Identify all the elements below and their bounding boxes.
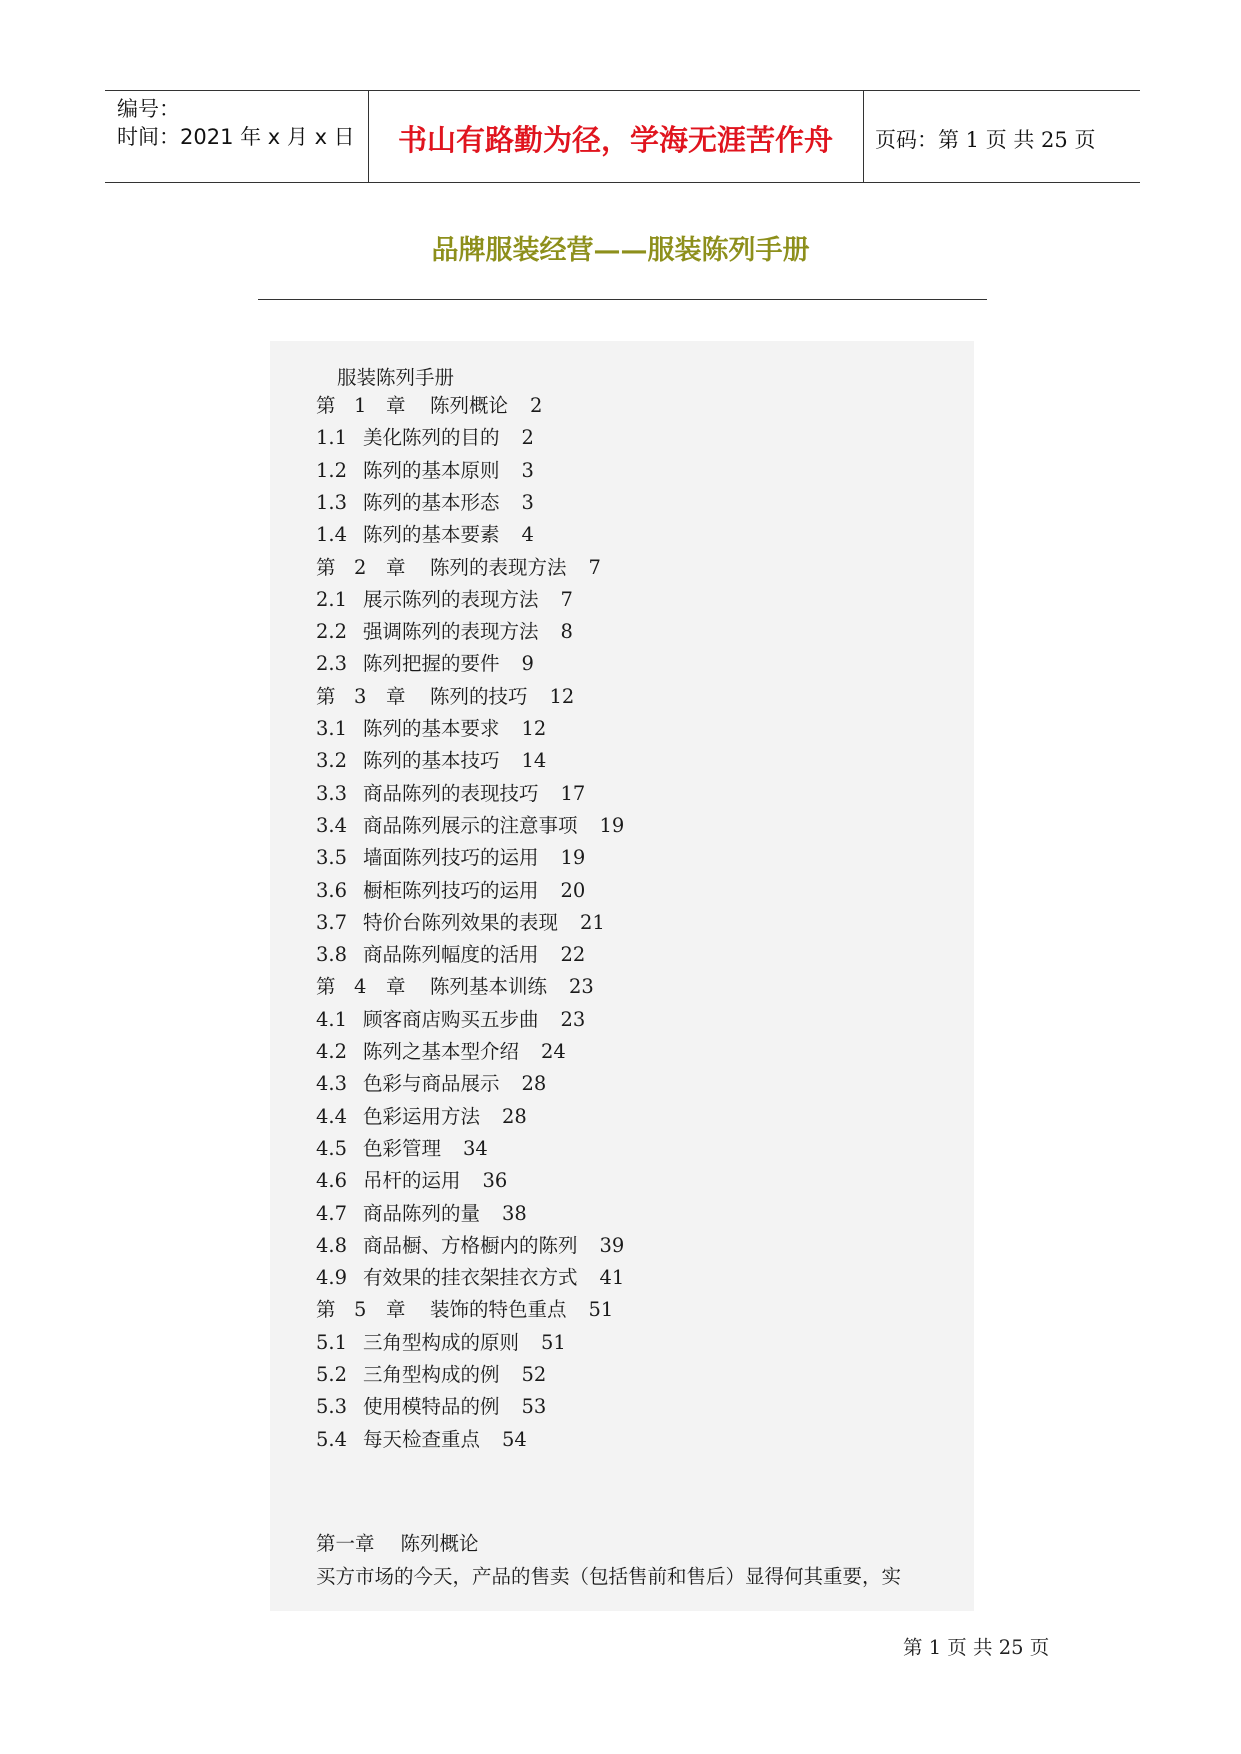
header-right-cell (863, 91, 1140, 182)
toc-entry-number: 4.7 (316, 1201, 348, 1225)
toc-entry-page: 28 (502, 1104, 527, 1128)
toc-chapter-entry (316, 1296, 613, 1324)
toc-entry (316, 844, 585, 872)
toc-chapter-word: 章 (386, 684, 406, 708)
toc-entry (316, 1006, 585, 1034)
toc-chapter-prefix: 第 (316, 684, 336, 708)
toc-entry-number (316, 683, 430, 711)
toc-entry-number: 5.3 (316, 1395, 348, 1419)
toc-entry-title: 特价台陈列效果的表现 (363, 910, 559, 934)
toc-entry-number: 3.1 (316, 717, 348, 740)
toc-entry-number: 3.7 (316, 910, 348, 934)
toc-entry-page: 3 (521, 458, 534, 482)
toc-entry-title: 陈列的基本原则 (363, 458, 500, 482)
toc-entry-title: 吊杆的运用 (363, 1169, 461, 1193)
toc-entry-number: 4.8 (316, 1233, 348, 1257)
toc-entry-title: 陈列的基本要求 (363, 717, 500, 740)
toc-heading: 服装陈列手册 (337, 366, 455, 389)
page-footer: 第 1 页 共 25 页 (903, 1636, 1050, 1659)
toc-entry-page: 53 (521, 1395, 547, 1419)
toc-entry-title: 陈列的基本技巧 (363, 749, 500, 773)
toc-entry (316, 1361, 546, 1389)
section-heading (316, 1528, 479, 1556)
document-title: 品牌服装经营——服装陈列手册 (431, 235, 810, 266)
toc-entry-number: 2.2 (316, 620, 348, 644)
toc-entry-title: 陈列的基本要素 (363, 523, 500, 547)
toc-entry-page: 51 (588, 1298, 614, 1322)
toc-entry-page: 8 (560, 620, 573, 644)
toc-entry-title: 陈列的基本形态 (363, 490, 500, 514)
toc-entry-title: 美化陈列的目的 (363, 426, 500, 450)
toc-entry-page: 24 (541, 1040, 566, 1063)
toc-entry-number: 5.2 (316, 1363, 348, 1386)
toc-entry-title: 商品陈列的量 (363, 1201, 481, 1225)
page-info: 页码：第 1 页 共 25 页 (875, 128, 1096, 152)
toc-entry-title: 色彩运用方法 (363, 1104, 481, 1128)
toc-chapter-prefix: 第 (316, 394, 336, 417)
toc-chapter-number: 5 (354, 1298, 367, 1322)
toc-entry (316, 1393, 546, 1421)
toc-entry-page: 51 (541, 1330, 566, 1354)
toc-chapter-prefix: 第 (316, 975, 336, 999)
toc-entry-title: 商品陈列展示的注意事项 (363, 813, 578, 837)
toc-entry-title: 三角型构成的例 (363, 1363, 500, 1386)
toc-entry-title: 陈列的表现方法 (430, 555, 567, 579)
toc-entry-page: 17 (560, 781, 586, 805)
toc-chapter-number: 3 (354, 684, 367, 708)
toc-entry (316, 1200, 527, 1228)
toc-entry-title: 陈列的技巧 (430, 684, 528, 708)
toc-entry-number: 5.4 (316, 1427, 348, 1451)
toc-entry-page: 23 (569, 975, 594, 999)
toc-chapter-entry (316, 683, 574, 711)
toc-entry-number: 3.5 (316, 846, 348, 870)
toc-entry-number: 2.1 (316, 587, 348, 611)
toc-entry-number (316, 554, 430, 582)
toc-entry-number: 3.2 (316, 749, 348, 773)
toc-entry-page: 22 (560, 943, 586, 967)
toc-entry-page: 39 (599, 1233, 625, 1257)
section-chapter: 第一章 (316, 1532, 375, 1555)
toc-entry-number: 4.2 (316, 1040, 348, 1063)
toc-entry-number: 3.6 (316, 878, 348, 902)
toc-entry-title: 商品陈列幅度的活用 (363, 943, 539, 967)
toc-entry (316, 489, 534, 517)
toc-entry-title: 橱柜陈列技巧的运用 (363, 878, 539, 902)
toc-entry-page: 34 (463, 1136, 488, 1160)
toc-entry-title: 陈列之基本型介绍 (363, 1040, 520, 1063)
toc-entry-page: 7 (560, 587, 573, 611)
toc-entry (316, 586, 573, 614)
toc-entry (316, 941, 585, 969)
toc-entry-page: 7 (588, 555, 601, 579)
toc-entry-number: 4.3 (316, 1072, 348, 1096)
toc-entry-page: 54 (502, 1427, 527, 1451)
toc-entry (316, 1426, 527, 1454)
toc-entry-number: 1.1 (316, 426, 348, 450)
toc-chapter-entry (316, 392, 542, 420)
toc-entry-page: 36 (482, 1169, 508, 1193)
toc-entry-number: 4.4 (316, 1104, 348, 1128)
toc-entry-page: 12 (549, 684, 575, 708)
toc-entry-title: 商品陈列的表现技巧 (363, 781, 539, 805)
toc-chapter-word: 章 (386, 555, 406, 579)
toc-entry-number: 4.1 (316, 1007, 348, 1031)
toc-entry-title: 三角型构成的原则 (363, 1330, 520, 1354)
serial-label: 编号： (117, 97, 180, 121)
toc-entry (316, 1103, 527, 1131)
toc-entry-title: 陈列概论 (430, 394, 509, 417)
toc-entry-title: 每天检查重点 (363, 1427, 481, 1451)
toc-entry-title: 使用模特品的例 (363, 1395, 500, 1419)
toc-entry-number: 3.4 (316, 813, 348, 837)
toc-entry-page: 38 (502, 1201, 527, 1225)
toc-entry (316, 1038, 566, 1066)
time-label: 时间：2021 年 x 月 x 日 (117, 125, 355, 149)
toc-entry (316, 1135, 488, 1163)
toc-chapter-word: 章 (386, 1298, 406, 1322)
header-mid-cell (368, 91, 864, 182)
toc-entry (316, 877, 585, 905)
toc-entry-number: 4.5 (316, 1136, 348, 1160)
toc-entry-page: 20 (560, 878, 586, 902)
toc-entry-page: 21 (580, 910, 605, 934)
toc-chapter-entry (316, 973, 594, 1001)
toc-entry (316, 521, 534, 549)
toc-chapter-prefix: 第 (316, 555, 336, 579)
section-title: 陈列概论 (400, 1532, 479, 1555)
toc-entry (316, 909, 605, 937)
toc-entry-page: 41 (599, 1266, 625, 1290)
toc-entry-title: 陈列基本训练 (430, 975, 548, 999)
header-table (105, 90, 1140, 183)
toc-entry-number: 4.6 (316, 1169, 348, 1193)
toc-entry-title: 有效果的挂衣架挂衣方式 (363, 1266, 578, 1290)
body-paragraph: 买方市场的今天，产品的售卖（包括售前和售后）显得何其重要，实 (316, 1565, 902, 1588)
toc-entry-number: 3.8 (316, 943, 348, 967)
toc-chapter-entry (316, 554, 601, 582)
toc-entry-number: 5.1 (316, 1330, 348, 1354)
toc-chapter-number: 1 (354, 394, 367, 417)
toc-entry-title: 色彩管理 (363, 1136, 442, 1160)
toc-entry (316, 812, 624, 840)
toc-entry (316, 1264, 624, 1292)
toc-entry-page: 3 (521, 490, 534, 514)
toc-entry-page: 19 (599, 813, 625, 837)
toc-entry (316, 715, 546, 743)
toc-entry (316, 457, 534, 485)
toc-entry-number: 1.2 (316, 458, 348, 482)
toc-entry-page: 23 (560, 1007, 586, 1031)
toc-entry-number: 3.3 (316, 781, 348, 805)
toc-chapter-word: 章 (386, 975, 406, 999)
toc-chapter-prefix: 第 (316, 1298, 336, 1322)
toc-entry-page: 19 (560, 846, 586, 870)
title-divider (258, 299, 987, 300)
motto: 书山有路勤为径，学海无涯苦作舟 (397, 123, 833, 157)
toc-entry-page: 9 (521, 652, 534, 676)
toc-entry-number (316, 392, 430, 420)
header-left-cell (105, 91, 369, 182)
toc-entry (316, 650, 534, 678)
toc-entry-title: 顾客商店购买五步曲 (363, 1007, 539, 1031)
toc-entry (316, 618, 573, 646)
toc-entry-number: 1.3 (316, 490, 348, 514)
toc-entry-title: 展示陈列的表现方法 (363, 587, 539, 611)
toc-entry (316, 1329, 566, 1357)
content-box (270, 341, 974, 1611)
toc-chapter-number: 4 (354, 975, 367, 999)
toc-entry (316, 1070, 546, 1098)
toc-chapter-word: 章 (386, 394, 406, 417)
toc-entry-page: 14 (521, 749, 547, 773)
toc-entry (316, 747, 546, 775)
toc-entry-number: 1.4 (316, 523, 348, 547)
toc-entry-title: 商品橱、方格橱内的陈列 (363, 1233, 578, 1257)
toc-entry-page: 2 (521, 426, 534, 450)
toc-entry-title: 陈列把握的要件 (363, 652, 500, 676)
toc-entry-page: 28 (521, 1072, 547, 1096)
toc-entry (316, 1232, 624, 1260)
toc-entry-page: 52 (521, 1363, 547, 1386)
toc-entry (316, 424, 534, 452)
toc-entry-number (316, 973, 430, 1001)
toc-entry-page: 4 (521, 523, 534, 547)
toc-entry-title: 墙面陈列技巧的运用 (363, 846, 539, 870)
toc-entry (316, 780, 585, 808)
toc-entry-number (316, 1296, 430, 1324)
toc-entry-title: 色彩与商品展示 (363, 1072, 500, 1096)
toc-entry-page: 2 (530, 394, 543, 417)
toc-entry-page: 12 (521, 717, 547, 740)
toc-entry (316, 1167, 507, 1195)
toc-entry-title: 强调陈列的表现方法 (363, 620, 539, 644)
toc-entry-number: 4.9 (316, 1266, 348, 1290)
toc-chapter-number: 2 (354, 555, 367, 579)
toc-entry-number: 2.3 (316, 652, 348, 676)
toc-entry-title: 装饰的特色重点 (430, 1298, 567, 1322)
